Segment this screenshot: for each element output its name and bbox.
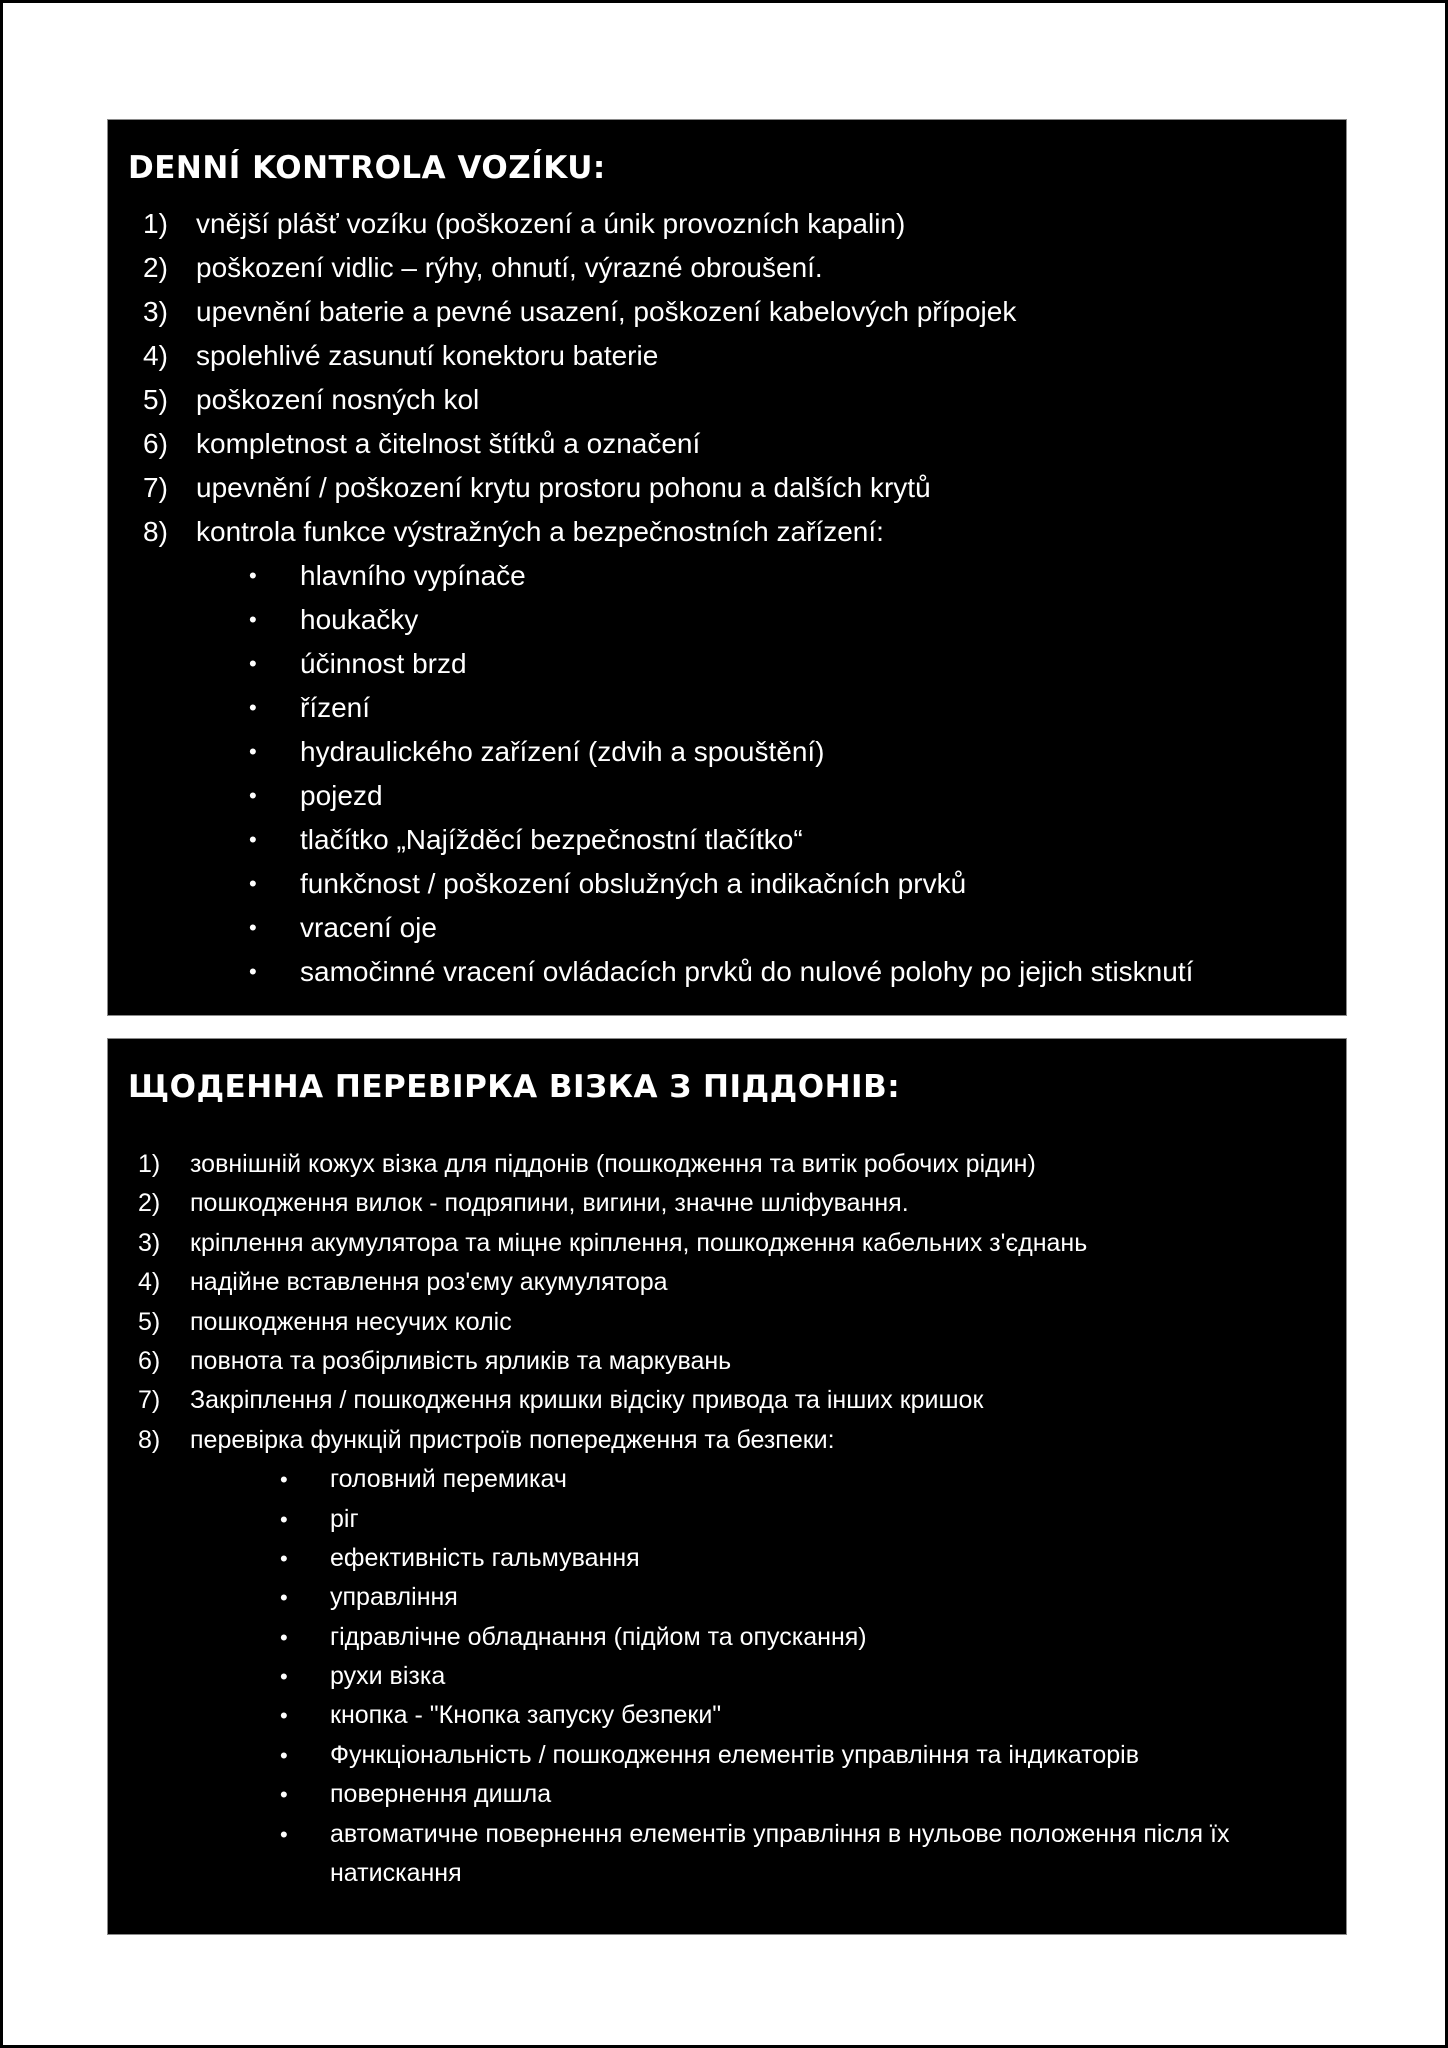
- subitem-text: рухи візка: [330, 1662, 446, 1691]
- item-text: upevnění baterie a pevné usazení, poškození kabelových přípojek: [196, 296, 1017, 327]
- item-text: надійне вставлення роз'єму акумулятора: [190, 1268, 668, 1297]
- item-text: Закріплення / пошкодження кришки відсіку привода та інших кришок: [190, 1386, 984, 1415]
- bullet-icon: •: [280, 1545, 288, 1571]
- bullet-icon: •: [249, 607, 257, 632]
- item-text: пошкодження несучих коліс: [190, 1307, 512, 1336]
- subitem-text: автоматичне повернення елементів управління в нульове положення після їх натискання: [330, 1819, 1230, 1888]
- item-text: vnější plášť vozíku (poškození a únik provozních kapalin): [196, 208, 906, 239]
- subitem-text: účinnost brzd: [300, 648, 467, 679]
- item-text: poškození vidlic – rýhy, ohnutí, výrazné obroušení.: [196, 252, 823, 283]
- item-text: пошкодження вилок - подряпини, вигини, значне шліфування.: [190, 1189, 909, 1218]
- item-number: 8): [138, 1425, 161, 1454]
- item-number: 3): [138, 1228, 161, 1257]
- ukrainian-checklist-panel: [107, 1038, 1347, 1935]
- item-number: 6): [138, 1346, 161, 1375]
- item-number: 7): [143, 472, 168, 503]
- item-text: зовнішній кожух візка для піддонів (пошкодження та витік робочих рідин): [190, 1150, 1036, 1178]
- bullet-icon: •: [249, 563, 257, 588]
- subitem-text: hydraulického zařízení (zdvih a spouštění): [300, 736, 825, 767]
- item-number: 4): [143, 340, 168, 371]
- item-number: 5): [138, 1307, 161, 1336]
- subitem-text: pojezd: [300, 780, 383, 811]
- item-text: kontrola funkce výstražných a bezpečnostních zařízení:: [196, 516, 884, 547]
- bullet-icon: •: [280, 1585, 288, 1611]
- item-text: spolehlivé zasunutí konektoru baterie: [196, 340, 659, 371]
- bullet-icon: •: [280, 1782, 288, 1808]
- bullet-icon: •: [249, 695, 257, 720]
- ukrainian-checklist-title: ЩОДЕННА ПЕРЕВІРКА ВІЗКА З ПІДДОНІВ:: [128, 1069, 901, 1105]
- subitem-text: ріг: [330, 1504, 359, 1533]
- subitem-text: ефективність гальмування: [330, 1543, 640, 1572]
- item-number: 8): [143, 516, 168, 547]
- subitem-text: повернення дишла: [330, 1780, 552, 1809]
- subitem-text: tlačítko „Najížděcí bezpečnostní tlačítko“: [300, 824, 803, 855]
- bullet-icon: •: [280, 1742, 288, 1768]
- subitem-text: funkčnost / poškození obslužných a indikačních prvků: [300, 868, 967, 899]
- bullet-icon: •: [280, 1821, 288, 1847]
- bullet-icon: •: [249, 783, 257, 808]
- item-text: poškození nosných kol: [196, 384, 480, 415]
- item-number: 4): [138, 1268, 161, 1297]
- item-number: 7): [138, 1386, 161, 1415]
- item-number: 1): [138, 1150, 161, 1178]
- subitem-text: управління: [330, 1583, 458, 1612]
- item-text: upevnění / poškození krytu prostoru pohonu a dalších krytů: [196, 472, 931, 503]
- bullet-icon: •: [249, 871, 257, 896]
- bullet-icon: •: [249, 915, 257, 940]
- item-text: кріплення акумулятора та міцне кріплення, пошкодження кабельних з'єднань: [190, 1228, 1088, 1257]
- subitem-text: řízení: [300, 692, 371, 723]
- item-text: перевірка функцій пристроїв попередження та безпеки:: [190, 1425, 835, 1454]
- subitem-text: samočinné vracení ovládacích prvků do nulové polohy po jejich stisknutí: [300, 956, 1194, 987]
- subitem-text: Функціональність / пошкодження елементів управління та індикаторів: [330, 1740, 1139, 1769]
- czech-checklist-panel: [107, 119, 1347, 1016]
- bullet-icon: •: [280, 1624, 288, 1650]
- bullet-icon: •: [249, 959, 257, 984]
- bullet-icon: •: [280, 1703, 288, 1729]
- bullet-icon: •: [249, 651, 257, 676]
- czech-checklist-title: DENNÍ KONTROLA VOZÍKU:: [128, 150, 606, 186]
- bullet-icon: •: [249, 739, 257, 764]
- item-number: 1): [143, 208, 168, 239]
- item-number: 6): [143, 428, 168, 459]
- subitem-text: houkačky: [300, 604, 419, 635]
- subitem-text: гідравлічне обладнання (підйом та опускання): [330, 1622, 867, 1651]
- item-number: 5): [143, 384, 168, 415]
- item-number: 2): [143, 252, 168, 283]
- subitem-text: кнопка - "Кнопка запуску безпеки": [330, 1701, 722, 1730]
- bullet-icon: •: [280, 1506, 288, 1532]
- item-text: повнота та розбірливість ярликів та маркувань: [190, 1346, 732, 1375]
- item-text: kompletnost a čitelnost štítků a označení: [196, 428, 701, 459]
- bullet-icon: •: [249, 827, 257, 852]
- bullet-icon: •: [280, 1467, 288, 1493]
- subitem-text: головний перемикач: [330, 1465, 567, 1494]
- bullet-icon: •: [280, 1664, 288, 1690]
- subitem-text: vracení oje: [300, 912, 437, 943]
- item-number: 3): [143, 296, 168, 327]
- subitem-text: hlavního vypínače: [300, 560, 526, 591]
- item-number: 2): [138, 1189, 161, 1218]
